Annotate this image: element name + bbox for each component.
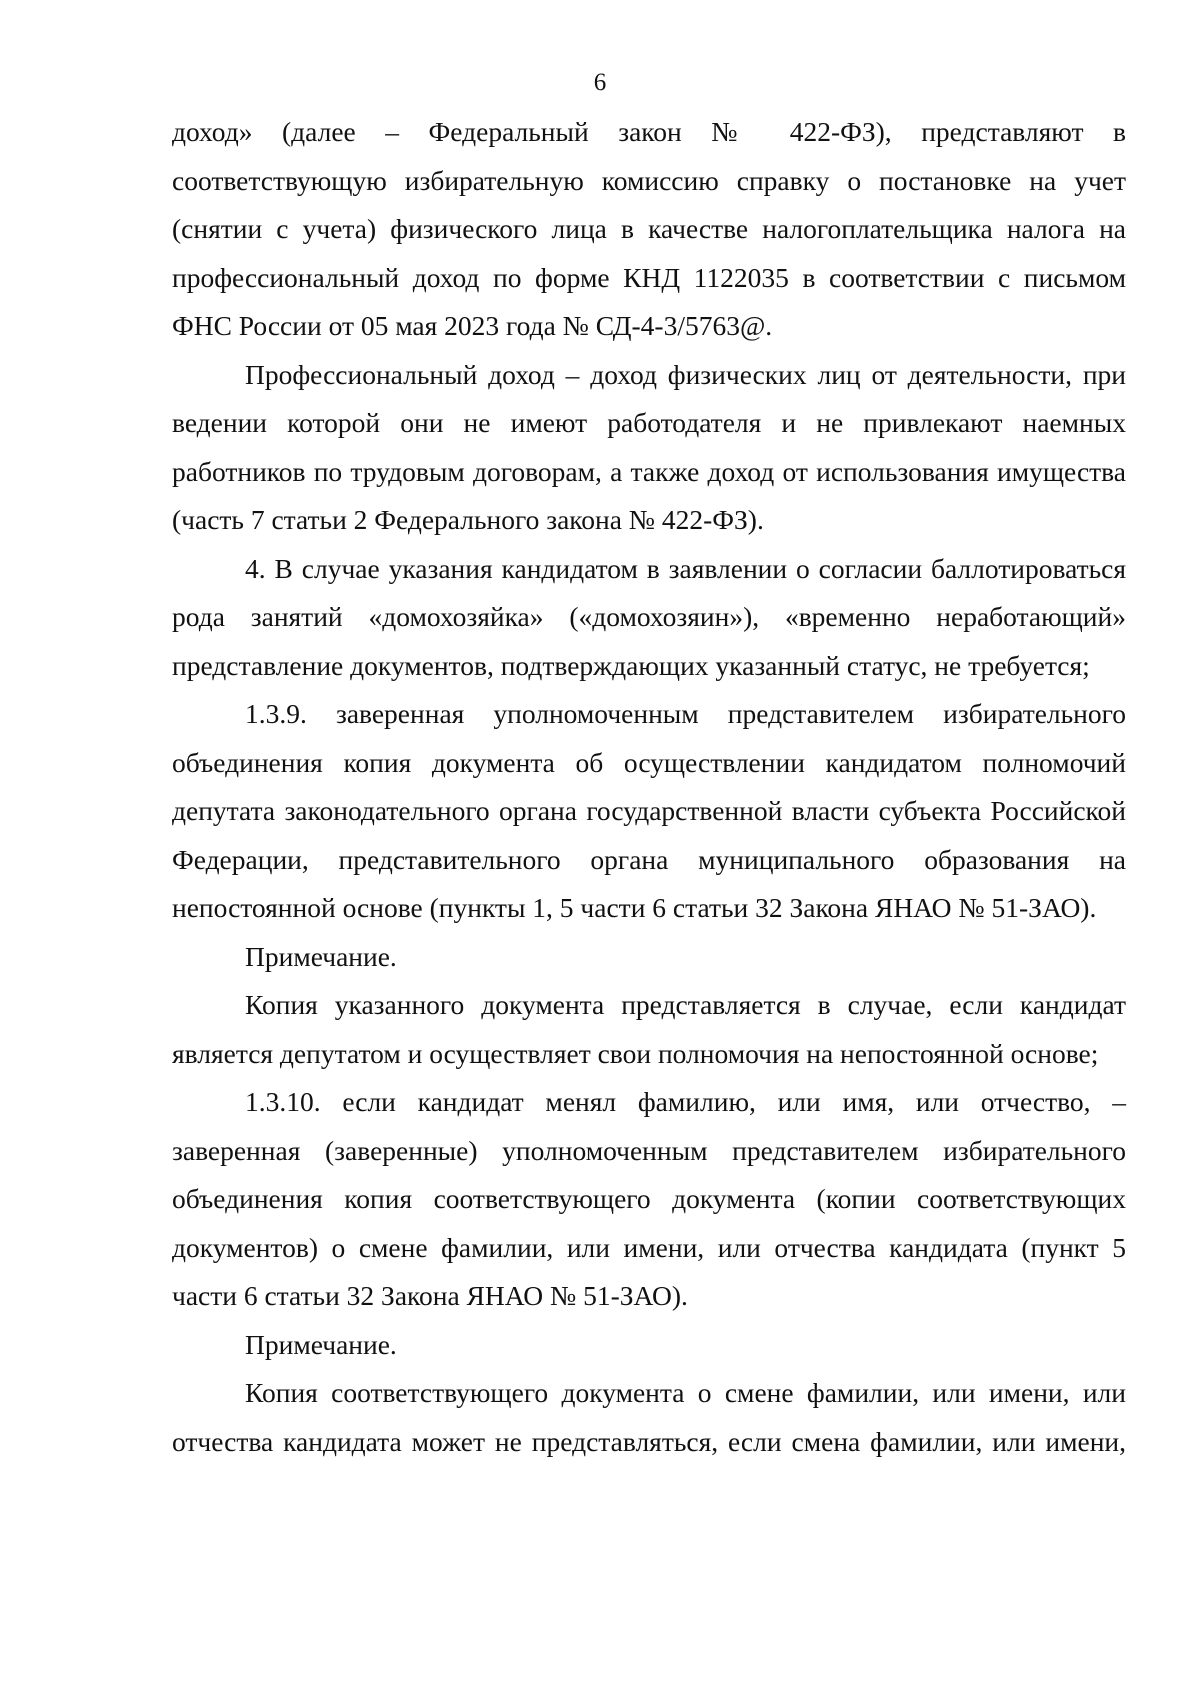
paragraph-item-4-homemaker: 4. В случае указания кандидатом в заявлении о согласии баллотироваться рода занятий «домохозяйка» («домохозяин»), «временно неработающий» представление документов, подтверждающих указанный статус, не требуется; xyxy=(172,552,1126,681)
note-heading: Примечание. xyxy=(245,940,397,972)
note-text-deputy: Копия указанного документа представляется в случае, если кандидат является депутатом и осуществляет свои полномочия на непостоянной основе; xyxy=(172,989,1126,1069)
document-body xyxy=(172,108,1126,1466)
note-text-name-change: Копия соответствующего документа о смене фамилии, или имени, или отчества кандидата может не представляться, если смена фамилии, или имени, xyxy=(172,1377,1126,1457)
page-number: 6 xyxy=(593,69,607,96)
note-heading: Примечание. xyxy=(245,1328,397,1360)
paragraph-item-1-3-10: 1.3.10. если кандидат менял фамилию, или имя, или отчество, – заверенная (заверенные) уполномоченным представителем избирательного объединения копия соответствующего документа (копии соответствующих документов) о смене фамилии, или имени, или отчества кандидата (пункт 5 части 6 статьи 32 Закона ЯНАО № 51-ЗАО). xyxy=(172,1086,1126,1311)
paragraph-professional-income-definition: Профессиональный доход – доход физических лиц от деятельности, при ведении которой они не имеют работодателя и не привлекают наемных работников по трудовым договорам, а также доход от использования имущества (часть 7 статьи 2 Федерального закона № 422-ФЗ). xyxy=(172,358,1126,535)
paragraph-continuation-422fz: доход» (далее – Федеральный закон № 422-ФЗ), представляют в соответствующую избирательную комиссию справку о постановке на учет (снятии с учета) физического лица в качестве налогоплательщика налога на профессиональный доход по форме КНД 1122035 в соответствии с письмом ФНС России от 05 мая 2023 года № СД-4-3/5763@. xyxy=(172,116,1126,341)
paragraph-item-1-3-9: 1.3.9. заверенная уполномоченным представителем избирательного объединения копия документа об осуществлении кандидатом полномочий депутата законодательного органа государственной власти субъекта Российской Федерации, представительного органа муниципального образования на непостоянной основе (пункты 1, 5 части 6 статьи 32 Закона ЯНАО № 51-ЗАО). xyxy=(172,698,1126,923)
